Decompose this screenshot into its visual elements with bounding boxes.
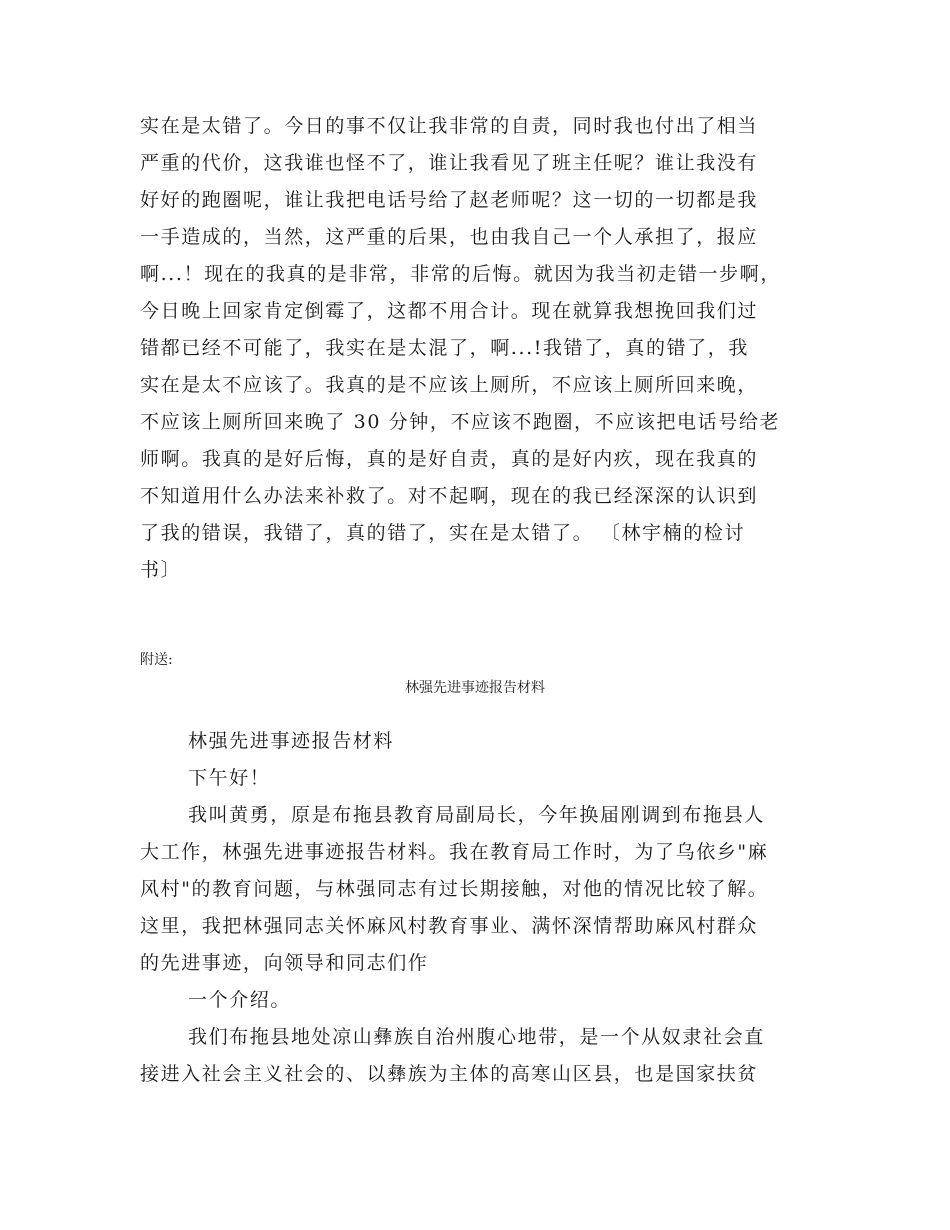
appendix-label: 附送:: [140, 652, 173, 668]
letter-line: 一手造成的，当然，这严重的后果，也由我自己一个人承担了，报应: [140, 226, 759, 248]
letter-line: 了我的错误，我错了，真的错了，实在是太错了。 〔林宇楠的检讨: [140, 522, 746, 544]
letter-line: 好好的跑圈呢，谁让我把电话号给了赵老师呢？这一切的一切都是我: [140, 189, 759, 211]
letter-line: 实在是太不应该了。我真的是不应该上厕所，不应该上厕所回来晚，: [140, 374, 759, 396]
appendix-title: 林强先进事迹报告材料: [405, 680, 545, 696]
letter-line: 严重的代价，这我谁也怪不了，谁让我看见了班主任呢？谁让我没有: [140, 152, 759, 174]
letter-line: 不应该上厕所回来晚了 30 分钟，不应该不跑圈，不应该把电话号给老: [140, 411, 781, 433]
report-heading: 林强先进事迹报告材料: [188, 730, 395, 752]
report-greeting: 下午好！: [188, 767, 271, 789]
letter-line: 实在是太错了。今日的事不仅让我非常的自责，同时我也付出了相当: [140, 115, 759, 137]
letter-line: 今日晚上回家肯定倒霉了，这都不用合计。现在就算我想挽回我们过: [140, 300, 759, 322]
report-paragraph-line: 这里，我把林强同志关怀麻风村教育事业、满怀深情帮助麻风村群众: [140, 915, 759, 937]
report-paragraph-line: 一个介绍。: [188, 989, 292, 1011]
report-paragraph-line: 的先进事迹，向领导和同志们作: [140, 952, 429, 974]
report-paragraph-line: 我们布拖县地处凉山彝族自治州腹心地带，是一个从奴隶社会直: [188, 1026, 765, 1048]
letter-line: 啊...！现在的我真的是非常，非常的后悔。就因为我当初走错一步啊，: [140, 263, 781, 285]
report-paragraph-line: 风村"的教育问题，与林强同志有过长期接触，对他的情况比较了解。: [140, 878, 769, 900]
report-paragraph-line: 接进入社会主义社会的、以彝族为主体的高寒山区县，也是国家扶贫: [140, 1063, 759, 1085]
letter-line: 书〕: [140, 559, 182, 581]
letter-line: 错都已经不可能了，我实在是太混了，啊...!我错了，真的错了，我: [140, 337, 749, 359]
report-paragraph-line: 我叫黄勇，原是布拖县教育局副局长，今年换届刚调到布拖县人: [188, 804, 765, 826]
letter-line: 师啊。我真的是好后悔，真的是好自责，真的是好内疚，现在我真的: [140, 448, 759, 470]
letter-line: 不知道用什么办法来补救了。对不起啊，现在的我已经深深的认识到: [140, 485, 759, 507]
report-paragraph-line: 大工作，林强先进事迹报告材料。我在教育局工作时，为了乌依乡"麻: [140, 841, 769, 863]
